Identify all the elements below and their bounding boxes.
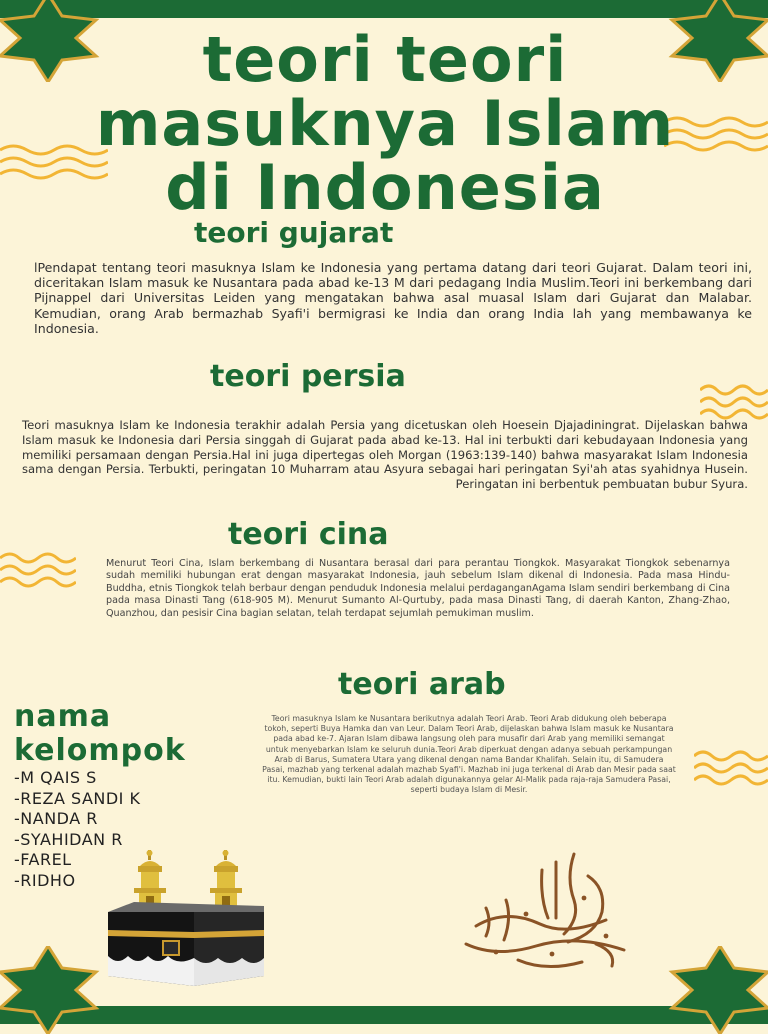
title-line-1: teori teori: [202, 23, 568, 96]
member-item: -NANDA R: [14, 809, 98, 828]
group-title: [14, 700, 186, 768]
section-heading-arab: teori arab: [338, 667, 506, 702]
wave-decoration-icon: [694, 746, 768, 792]
member-list: [14, 768, 140, 891]
wave-decoration-icon: [0, 548, 76, 592]
member-item: -RIDHO: [14, 870, 76, 890]
section-text-cina: Menurut Teori Cina, Islam berkembang di Nusantara berasal dari para perantau Tiongkok. Masyarakat Tiongkok sebenarnya sudah memiliki hubungan erat dengan masyarakat Indonesia, jauh sebelum Islam dikenal di Indonesia. Pada masa Hindu-Buddha, etnis Tiongkok telah berbaur dengan penduduk Indonesia melalui perdaganganAgama Islam sendiri berkembang di Cina pada masa Dinasti Tang (618-905 M). Menurut Sumanto Al-Qurtuby, pada masa Dinasti Tang, di daerah Kanton, Zhang-Zhao, Quanzhou, dan pesisir Cina bagian selatan, telah terdapat sejumlah pemukiman muslim.: [106, 558, 730, 619]
member-item: -SYAHIDAN R: [14, 829, 123, 849]
star-ornament-icon: [0, 946, 104, 1034]
arabic-calligraphy: [456, 848, 636, 978]
kaaba-illustration: [104, 900, 268, 988]
group-title-line-2: kelompok: [14, 733, 186, 768]
member-item: -M QAIS S: [14, 768, 97, 787]
section-heading-persia: teori persia: [210, 359, 406, 394]
section-heading-gujarat: teori gujarat: [194, 216, 394, 249]
top-frame-band: [0, 0, 768, 18]
star-ornament-icon: [664, 946, 768, 1034]
title-line-2: masuknya Islam: [95, 87, 675, 160]
title-line-3: di Indonesia: [165, 151, 605, 224]
bottom-frame-band: [0, 1006, 768, 1024]
page-title: [40, 23, 730, 224]
member-item: -FAREL: [14, 850, 72, 869]
section-heading-cina: teori cina: [228, 517, 389, 552]
group-title-line-1: nama: [14, 699, 112, 734]
section-text-gujarat: lPendapat tentang teori masuknya Islam ke Indonesia yang pertama datang dari teori Gujarat. Dalam teori ini, diceritakan Islam masuk ke Nusantara pada abad ke-13 M dari pedagang India Muslim.Teori ini berkembang dari Pijnappel dari Universitas Leiden yang mengatakan bahwa asal muasal Islam dari Gujarat dan Malabar. Kemudian, orang Arab bermazhab Syafi'i bermigrasi ke India dan orang India lah yang membawanya ke Indonesia.: [34, 260, 752, 336]
section-text-arab: Teori masuknya Islam ke Nusantara berikutnya adalah Teori Arab. Teori Arab didukung oleh beberapa tokoh, seperti Buya Hamka dan van Leur. Dalam Teori Arab, dijelaskan bahwa Islam masuk ke Nusantara pada abad ke-7. Ajaran Islam dibawa langsung oleh para musafir dari Arab yang memiliki semangat untuk menyebarkan Islam ke seluruh dunia.Teori Arab diperkuat dengan adanya sebuah perkampungan Arab di Barus, Sumatera Utara yang dikenal dengan nama Bandar Khalifah. Selain itu, di Samudera Pasai, mazhab yang terkenal adalah mazhab Syafi'i. Mazhab ini juga terkenal di Arab dan Mesir pada saat itu. Kemudian, bukti lain Teori Arab adalah digunakannya gelar Al-Malik pada raja-raja Samudera Pasai, seperti budaya Islam di Mesir.: [262, 714, 676, 795]
member-item: -REZA SANDI K: [14, 788, 141, 808]
section-text-persia: Teori masuknya Islam ke Indonesia terakhir adalah Persia yang dicetuskan oleh Hoesein Djajadiningrat. Dijelaskan bahwa Islam masuk ke Indonesia dari Persia singgah di Gujarat pada abad ke-13. Hal ini terbukti dari kebudayaan Indonesia yang memiliki persamaan dengan Persia.Hal ini juga dipertegas oleh Morgan (1963:139-140) bahwa masyarakat Islam Indonesia sama dengan Persia. Terbukti, peringatan 10 Muharram atau Asyura sebagai hari peringatan Syi'ah atas syahidnya Husein. Peringatan ini berbentuk pembuatan bubur Syura.: [22, 418, 748, 492]
